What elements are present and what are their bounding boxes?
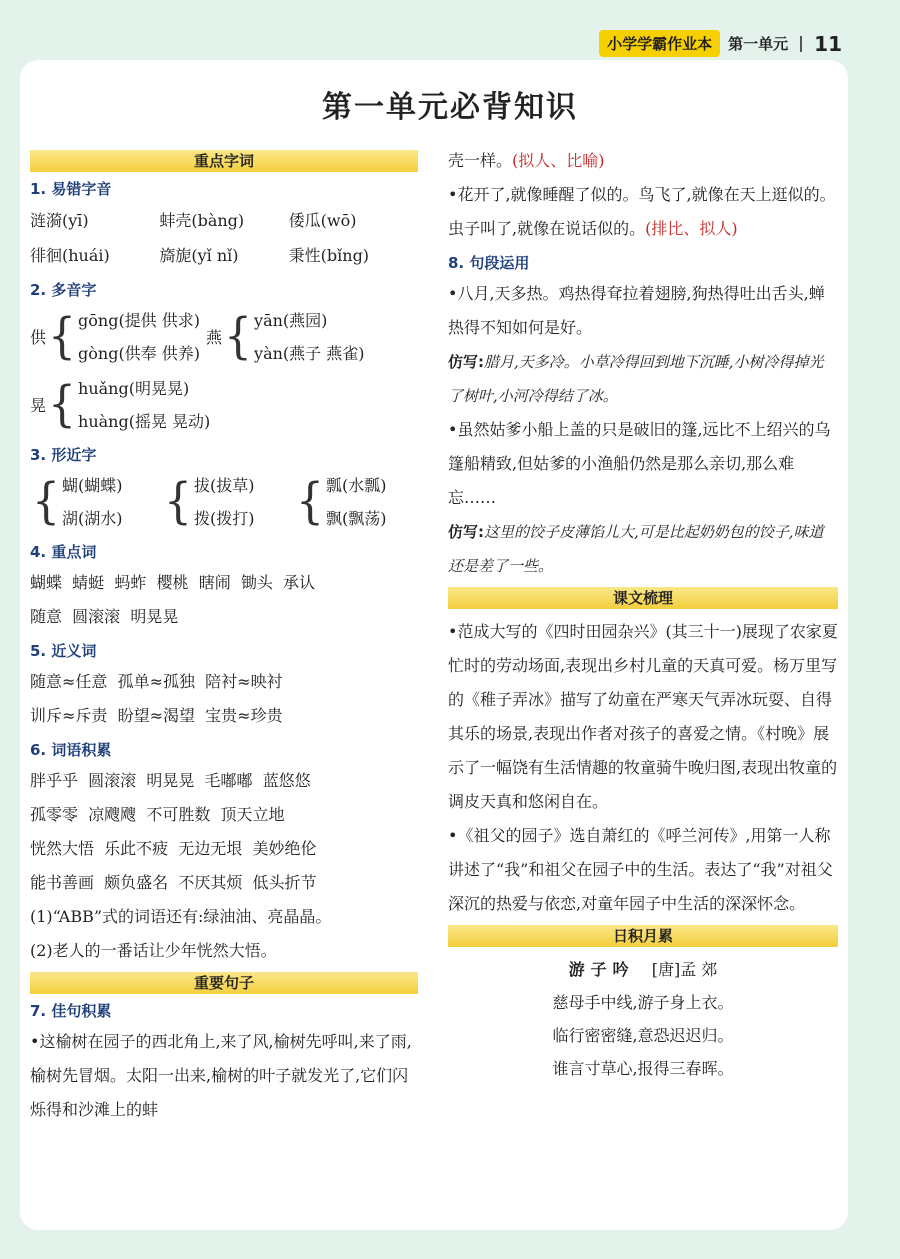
reading-item: huàng(摇晃 晃动) xyxy=(78,412,211,431)
poem-heading xyxy=(448,953,838,986)
char-item: 蝴(蝴蝶) xyxy=(62,476,123,495)
poem xyxy=(448,953,838,1085)
pronunciation-row xyxy=(30,203,418,238)
polyphone-char: 供 xyxy=(30,327,47,347)
sentence-paragraph: •虽然姑爹小船上盖的只是破旧的篷,远比不上绍兴的乌篷船精致,但姑爹的小渔船仍然是那么亲切,那么难忘…… xyxy=(448,420,831,507)
section-band-daily-accumulation: 日积月累 xyxy=(448,925,838,947)
section-band-key-words: 重点字词 xyxy=(30,150,418,172)
similar-group xyxy=(294,469,387,535)
word-list-line: 蝴蝶 蜻蜓 蚂蚱 樱桃 瞎闹 锄头 承认 xyxy=(30,573,316,592)
char-item: 飘(飘荡) xyxy=(326,509,387,528)
word-item: 蚌壳(bàng) xyxy=(159,211,245,230)
word-item: 秉性(bǐng) xyxy=(288,246,370,265)
right-column xyxy=(448,144,838,1085)
similar-group xyxy=(30,469,156,535)
subsection-title: 7. 佳句积累 xyxy=(30,1002,112,1020)
word-list-line: 孤零零 凉飕飕 不可胜数 顶天立地 xyxy=(30,805,285,824)
exercise-answer: (2)老人的一番话让少年恍然大悟。 xyxy=(30,941,277,960)
poem-line: 慈母手中线,游子身上衣。 xyxy=(552,993,734,1012)
brace-icon: { xyxy=(48,376,77,433)
subsection-title: 3. 形近字 xyxy=(30,446,97,464)
imitation-label: 仿写: xyxy=(448,523,484,541)
pronunciation-row xyxy=(30,238,418,273)
char-item: 拔(拔草) xyxy=(194,476,255,495)
synonym-line: 训斥≈斥责 盼望≈渴望 宝贵≈珍贵 xyxy=(30,706,283,725)
section-band-sentences: 重要句子 xyxy=(30,972,418,994)
subsection-title: 6. 词语积累 xyxy=(30,741,112,759)
imitation-writing xyxy=(448,515,838,583)
polyphone-char: 燕 xyxy=(206,327,223,347)
imitation-writing xyxy=(448,345,838,413)
unit-label: 第一单元 xyxy=(728,35,789,53)
brace-icon: { xyxy=(164,473,192,530)
subsection-title: 1. 易错字音 xyxy=(30,180,112,198)
poem-title: 游子吟 xyxy=(568,960,635,979)
brace-icon: { xyxy=(224,308,253,365)
poem-line: 临行密密缝,意恐迟迟归。 xyxy=(552,1026,734,1045)
word-item: 涟漪(yī) xyxy=(30,211,89,230)
word-list-line: 胖乎乎 圆滚滚 明晃晃 毛嘟嘟 蓝悠悠 xyxy=(30,771,311,790)
word-item: 旖旎(yǐ nǐ) xyxy=(159,246,239,265)
polyphone-row xyxy=(30,372,418,438)
sentence-text: •花开了,就像睡醒了似的。鸟飞了,就像在天上逛似的。虫子叫了,就像在说话似的。 xyxy=(448,185,836,238)
reading-item: yàn(燕子 燕雀) xyxy=(254,344,365,363)
subsection-title: 5. 近义词 xyxy=(30,642,97,660)
polyphone-group xyxy=(30,372,210,438)
brace-icon: { xyxy=(296,473,324,530)
word-item: 徘徊(huái) xyxy=(30,246,110,265)
brace-icon: { xyxy=(48,308,77,365)
word-item: 倭瓜(wō) xyxy=(288,211,357,230)
subsection-title: 4. 重点词 xyxy=(30,543,97,561)
imitation-text: 这里的饺子皮薄馅儿大,可是比起奶奶包的饺子,味道还是差了一些。 xyxy=(448,523,824,575)
reading-item: gòng(供奉 供养) xyxy=(78,344,201,363)
char-item: 湖(湖水) xyxy=(62,509,123,528)
rhetoric-note: (拟人、比喻) xyxy=(512,151,605,170)
imitation-label: 仿写: xyxy=(448,353,484,371)
summary-paragraph: •《祖父的园子》选自萧红的《呼兰河传》,用第一人称讲述了“我”和祖父在园子中的生活。表达了“我”对祖父深沉的热爱与依恋,对童年园子中生活的深深怀念。 xyxy=(448,826,833,913)
polyphone-char: 晃 xyxy=(30,395,47,415)
char-item: 瓢(水瓢) xyxy=(326,476,387,495)
brand-badge: 小学学霸作业本 xyxy=(599,30,720,57)
imitation-text: 腊月,天多冷。小草冷得回到地下沉睡,小树冷得掉光了树叶,小河冷得结了冰。 xyxy=(448,353,824,405)
polyphone-row xyxy=(30,304,418,370)
sentence-paragraph: •这榆树在园子的西北角上,来了风,榆树先呼叫,来了雨,榆树先冒烟。太阳一出来,榆树的叶子就发光了,它们闪烁得和沙滩上的蚌 xyxy=(30,1032,412,1119)
sentence-paragraph xyxy=(448,178,838,246)
reading-item: gōng(提供 供求) xyxy=(78,311,201,330)
header-divider xyxy=(800,36,802,52)
word-list-line: 能书善画 颇负盛名 不厌其烦 低头折节 xyxy=(30,873,317,892)
poem-line: 谁言寸草心,报得三春晖。 xyxy=(552,1059,734,1078)
page-title: 第一单元必背知识 xyxy=(322,90,578,125)
rhetoric-note: (排比、拟人) xyxy=(645,219,738,238)
left-column xyxy=(30,146,418,1127)
page-header xyxy=(599,30,842,57)
sentence-paragraph xyxy=(448,144,838,178)
reading-item: yān(燕园) xyxy=(254,311,328,330)
page-number: 11 xyxy=(814,31,842,56)
sentence-paragraph: •八月,天多热。鸡热得耷拉着翅膀,狗热得吐出舌头,蝉热得不知如何是好。 xyxy=(448,284,825,337)
exercise-answer: (1)“ABB”式的词语还有:绿油油、亮晶晶。 xyxy=(30,907,332,926)
subsection-title: 2. 多音字 xyxy=(30,281,97,299)
section-band-text-summary: 课文梳理 xyxy=(448,587,838,609)
sentence-text: 壳一样。 xyxy=(448,151,513,170)
poem-author: [唐]孟 郊 xyxy=(651,960,718,979)
reading-item: huǎng(明晃晃) xyxy=(78,379,190,398)
similar-chars-row xyxy=(30,469,418,535)
synonym-line: 随意≈任意 孤单≈孤独 陪衬≈映衬 xyxy=(30,672,283,691)
word-list-line: 随意 圆滚滚 明晃晃 xyxy=(30,607,179,626)
summary-paragraph: •范成大写的《四时田园杂兴》(其三十一)展现了农家夏忙时的劳动场面,表现出乡村儿童的天真可爱。杨万里写的《稚子弄冰》描写了幼童在严寒天气弄冰玩耍、自得其乐的场景,表现出作者对孩子的喜爱之情。《村晚》展示了一幅饶有生活情趣的牧童骑牛晚归图,表现出牧童的调皮天真和悠闲自在。 xyxy=(448,622,838,811)
char-item: 拨(拨打) xyxy=(194,509,255,528)
similar-group xyxy=(162,469,288,535)
brace-icon: { xyxy=(32,473,60,530)
polyphone-group xyxy=(206,304,364,370)
word-list-line: 恍然大悟 乐此不疲 无边无垠 美妙绝伦 xyxy=(30,839,317,858)
polyphone-group xyxy=(30,304,200,370)
subsection-title: 8. 句段运用 xyxy=(448,254,530,272)
